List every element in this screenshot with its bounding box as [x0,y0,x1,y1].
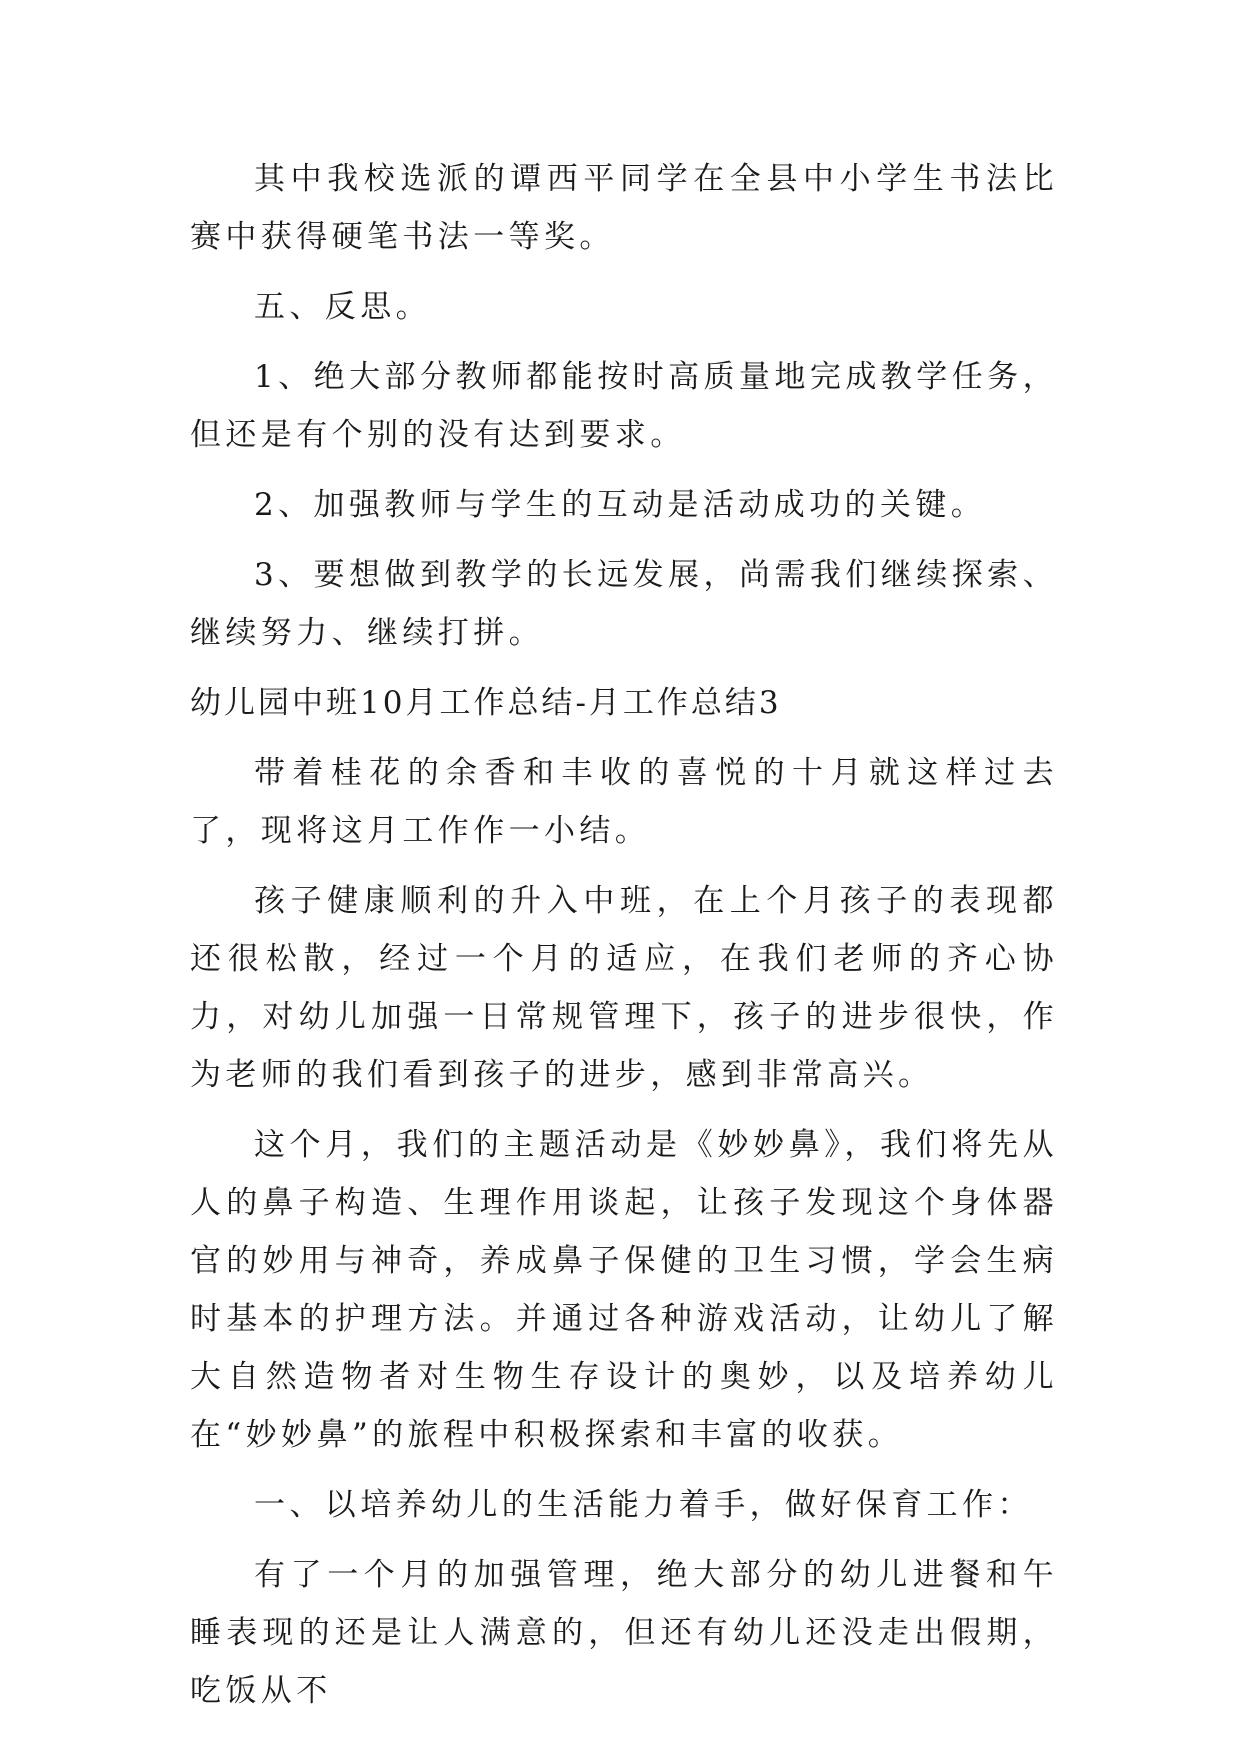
section-title: 幼儿园中班10月工作总结-月工作总结3 [190,685,782,721]
paragraph-theme-activity: 这个月，我们的主题活动是《妙妙鼻》，我们将先从人的鼻子构造、生理作用谈起，让孩子发现这个身体器官的妙用与神奇，养成鼻子保健的卫生习惯，学会生病时基本的护理方法。并通过各种游戏活动，让幼儿了解大自然造物者对生物生存设计的奥妙，以及培养幼儿在“妙妙鼻”的旅程中积极探索和丰富的收获。 [190,1127,1058,1453]
paragraph-reflection-3: 3、要想做到教学的长远发展，尚需我们继续探索、继续努力、继续打拼。 [190,557,1058,651]
heading-care-work: 一、以培养幼儿的生活能力着手，做好保育工作： [254,1487,1033,1523]
paragraph-award: 其中我校选派的谭西平同学在全县中小学生书法比赛中获得硬笔书法一等奖。 [190,161,1058,255]
heading-reflection: 五、反思。 [254,289,431,325]
paragraph-reflection-1: 1、绝大部分教师都能按时高质量地完成教学任务，但还是有个别的没有达到要求。 [190,359,1058,453]
paragraph-progress: 孩子健康顺利的升入中班，在上个月孩子的表现都还很松散，经过一个月的适应，在我们老师的齐心协力，对幼儿加强一日常规管理下，孩子的进步很快，作为老师的我们看到孩子的进步，感到非常高兴。 [190,883,1058,1093]
paragraph-reflection-2: 2、加强教师与学生的互动是活动成功的关键。 [254,487,987,523]
paragraph-meals-naps: 有了一个月的加强管理，绝大部分的幼儿进餐和午睡表现的还是让人满意的，但还有幼儿还没走出假期，吃饭从不 [190,1557,1058,1709]
document-body [190,150,1058,1720]
paragraph-intro: 带着桂花的余香和丰收的喜悦的十月就这样过去了，现将这月工作作一小结。 [190,755,1058,849]
